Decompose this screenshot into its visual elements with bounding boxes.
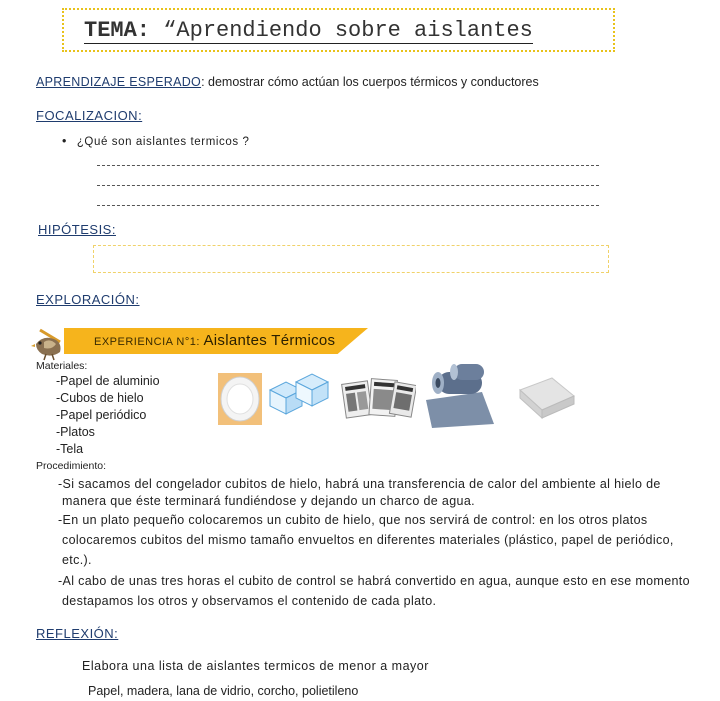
procedimiento-line: -Al cabo de unas tres horas el cubito de control se habrá convertido en agua, aunque esto en ese momento [58,574,690,588]
aprendizaje-sep: : [201,75,209,89]
title-text: “Aprendiendo sobre aislantes [163,18,533,43]
bullet: • [62,134,67,148]
bird-mascot-icon [30,322,74,362]
hipotesis-heading: HIPÓTESIS: [38,222,116,237]
cloth-icon [518,376,576,422]
procedimiento-line: colocaremos cubitos del mismo tamaño envueltos en diferentes materiales (plástico, papel de periódico, [62,533,674,547]
plate-icon [218,373,262,425]
experiencia-name: Aislantes Térmicos [203,332,336,349]
aprendizaje-label: APRENDIZAJE ESPERADO [36,75,202,89]
aprendizaje-line [36,75,539,89]
material-item: -Platos [56,425,95,439]
focalizacion-question: ¿Qué son aislantes termicos ? [76,136,250,148]
materiales-label: Materiales: [36,360,88,372]
reflexion-instruction: Elabora una lista de aislantes termicos de menor a mayor [82,659,429,673]
procedimiento-line: -Si sacamos del congelador cubitos de hielo, habrá una transferencia de calor del ambiente al hielo de [58,477,661,491]
experiencia-prefix: EXPERIENCIA N°1: [94,336,200,348]
title-lead: TEMA: [84,18,151,43]
procedimiento-line: manera que éste terminará fundiéndose y dejando un charco de agua. [62,494,475,508]
material-item: -Papel periódico [56,408,147,422]
experiencia-title [94,332,335,349]
answer-line-3[interactable] [97,205,599,206]
procedimiento-line: -En un plato pequeño colocaremos un cubito de hielo, que nos servirá de control: en los otros platos [58,513,648,527]
answer-line-2[interactable] [97,185,599,186]
material-item: -Papel de aluminio [56,374,160,388]
title-box [62,8,615,52]
focalizacion-question-line [62,134,250,148]
exploracion-heading: EXPLORACIÓN: [36,292,140,307]
procedimiento-line: etc.). [62,553,92,567]
reflexion-heading: REFLEXIÓN: [36,626,119,641]
ice-cubes-icon [266,372,336,422]
procedimiento-label: Procedimiento: [36,460,107,472]
focalizacion-heading: FOCALIZACION: [36,108,143,123]
page-title [84,20,533,44]
aluminum-roll-icon [424,362,496,428]
hipotesis-answer-box[interactable] [93,245,609,273]
answer-line-1[interactable] [97,165,599,166]
material-item: -Cubos de hielo [56,391,144,405]
newspaper-icon [340,376,416,422]
reflexion-answer[interactable]: Papel, madera, lana de vidrio, corcho, polietileno [88,684,359,698]
material-item: -Tela [56,442,84,456]
aprendizaje-text: demostrar cómo actúan los cuerpos térmicos y conductores [208,75,539,89]
procedimiento-line: destapamos los otros y observamos el contenido de cada plato. [62,594,437,608]
